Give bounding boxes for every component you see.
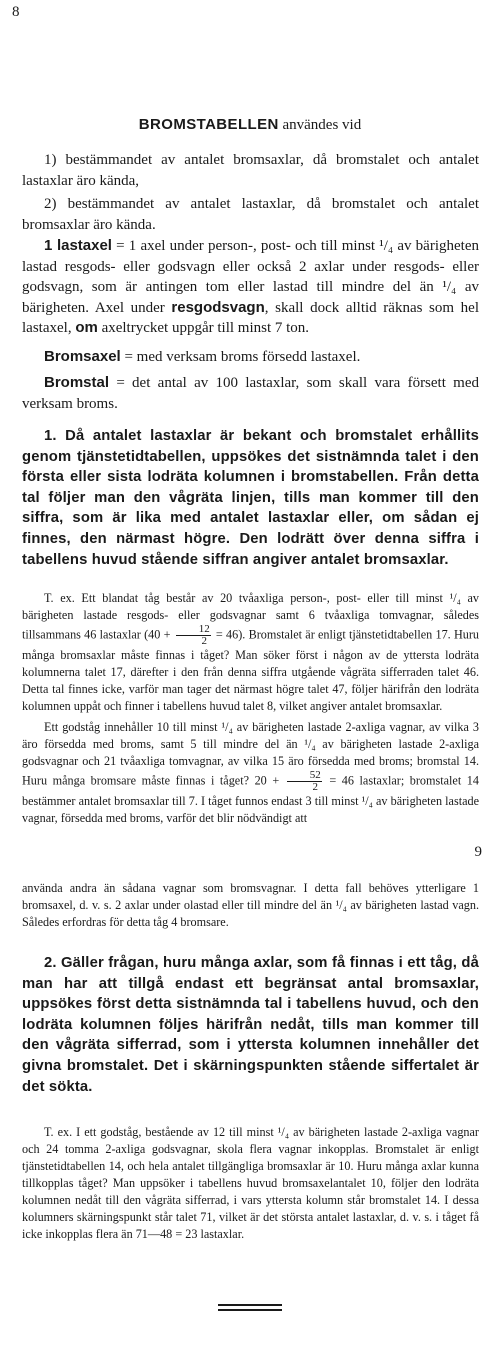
continuation-text [22, 880, 479, 931]
list-item-1: 1) bestämmandet av antalet bromsaxlar, då bromstalet och antalet lastaxlar äro kända, [22, 152, 479, 189]
example-text: av bärigheten lastade vagnar, försedda med broms, varför det blir nödvändigt att [22, 794, 479, 825]
end-rule-bottom [218, 1309, 282, 1311]
fraction-denominator: 2 [201, 635, 207, 647]
section-1-heading: 1. Då antalet lastaxlar är bekant och bromstalet erhållits genom tjänstetidtabellen, uppsökes det sistnämnda talet i den första eller sista lodräta kolumnen i bromstabellen. Från detta tal följer man den vågräta linjen, tills man kommer till den siffra, som är lika med antalet lastaxlar eller, om sådan ej finnes, den närmast högre. Den lodrätt över denna siffra i tabellens huvud stående siffran angiver antalet bromsaxlar. [22, 428, 479, 568]
example-3 [22, 1124, 479, 1243]
page-number: 9 [474, 844, 482, 860]
definition-bromsaxel [22, 347, 479, 368]
fraction-quarter: ¹/₄ [379, 238, 394, 254]
term-lastaxel: 1 lastaxel [44, 237, 112, 254]
definition-text: = med verksam broms försedd lastaxel. [120, 348, 361, 365]
fraction [287, 770, 322, 793]
section-2-heading: 2. Gäller frågan, huru många axlar, som få finnas i ett tåg, då man har att tillgå endast ett begränsat antal bromsaxlar, uppsökes först detta sistnämnda tal i tabellens huvud, och den lodräta kolumnen följes härifrån nedåt, tills man kommer till den vågräta sifferrad, som i yttersta kolumnen innehåller det givna bromstalet. Det i skärningspunkten stående siffertalet är det sökta. [22, 955, 479, 1095]
definition-bromstal [22, 373, 479, 414]
page-title [0, 116, 500, 134]
fraction-quarter: ¹/₄ [449, 591, 461, 605]
definition-text: axeltrycket uppgår till minst 7 ton. [97, 320, 310, 336]
continuation-text-part: använda andra än sådana vagnar som bromsvagnar. I detta fall behöves ytterligare 1 bromsaxel, d. v. s. 2 axlar under olastad eller till mindre del än [22, 881, 479, 912]
continuation-text-part: av bärigheten lastad vagn. Således erfordras för detta tåg 4 bromsare. [22, 898, 480, 929]
definitions [22, 236, 479, 414]
list-item-2: 2) bestämmandet av antalet lastaxlar, då bromstalet och antalet bromsaxlar äro kända. [22, 196, 479, 233]
example-text: Ett godståg innehåller 10 till minst [44, 720, 222, 734]
fraction-quarter: ¹/₄ [335, 898, 347, 912]
definition-lastaxel [22, 236, 479, 339]
fraction-numerator: 12 [176, 624, 211, 636]
section-1-examples [22, 590, 479, 827]
term-resgodsvagn: resgodsvagn [171, 298, 265, 316]
fraction-quarter: ¹/₄ [361, 794, 373, 808]
example-text: = 46 lastaxlar; bromstalet 14 bestämmer antalet bromsaxlar till 7. I tåget funnos endast 3 till minst [22, 773, 479, 808]
item-list [22, 150, 479, 235]
definition-text: av bärigheten lastad resgods- eller godsvagn eller också 2 axlar under resgods- eller godsvagn, som är antingen tom eller lastad till mindre del än [22, 238, 479, 295]
term-om: om [75, 319, 98, 336]
example-1 [22, 590, 479, 715]
example-text: av bärigheten lastade 2-axliga godsvagnar och 21 tvåaxliga tomvagnar, av vilka 15 äro försedda med broms; bromstal 14. Huru många bromsare måste finnas i tåget? 20 + [22, 737, 479, 788]
example-text: T. ex. I ett godståg, bestående av 12 till minst [44, 1125, 278, 1139]
example-text: = 46). Bromstalet är enligt tjänstetidtabellen 17. Huru många bromsaxlar måste finnas i tåget? Man söker först i någon av de yttersta lodräta kolumnerna talet 17, därefter i den från denna siffra utgående vågräta sifferraden talet 46. Detta tal finnes icke, varför man tager det närmast högre talet 47, följer härifrån den lodräta kolumnen uppåt och finner i tabellens huvud talet 8, vilket angiver antalet bromsaxlar. [22, 627, 479, 713]
fraction-quarter: ¹/₄ [304, 737, 316, 751]
fraction-quarter: ¹/₄ [277, 1125, 290, 1139]
fraction-denominator: 2 [312, 781, 319, 793]
fraction-quarter: ¹/₄ [442, 279, 457, 295]
page-2-continuation [22, 880, 479, 931]
example-text: T. ex. Ett blandat tåg består av 20 tvåaxliga person-, post- eller till minst [44, 591, 450, 605]
section-2-example [22, 1124, 479, 1243]
fraction-quarter: ¹/₄ [221, 720, 233, 734]
definition-text: , skall dock alltid räknas som hel lastaxel, [22, 299, 479, 336]
term-bromstal: Bromstal [44, 374, 110, 391]
fraction-numerator: 52 [287, 770, 322, 782]
title-rest: användes vid [278, 117, 362, 133]
end-rule-top [218, 1304, 282, 1306]
example-text: av bärigheten lastade resgods- eller godsvagnar samt 6 tvåaxliga tomvagnar, således tillsammans 46 lastaxlar (40 + [22, 591, 480, 642]
example-2 [22, 719, 479, 827]
term-bromsaxel: Bromsaxel [44, 347, 121, 365]
definition-text: av bärigheten. Axel under [22, 279, 479, 316]
example-text: av bärigheten lastade 2-axliga vagnar och 24 tomma 2-axliga godsvagnar, skola flera vagnar inkopplas. Bromstalet är enligt tjänstetidtabellen 14, och hela antalet tillgängliga bromsaxlar är 10. Huru många axlar kunna tillkopplas tåget? Man uppsöker i tabellens huvud bromsaxelantalet 10, följer den lodräta kolumnen nedåt till den vågräta sifferrad, i vars yttersta kolumn står bromstalet 14. I dessa kolumners skärningspunkt står talet 71, vilket är det största antalet lastaxlar, d. v. s. i tåget få icke inkopplas flera än 71—48 = 23 lastaxlar. [22, 1125, 479, 1241]
page-number: 8 [12, 4, 20, 20]
definition-text: = 1 axel under person-, post- och till minst [111, 238, 380, 254]
fraction [176, 624, 211, 647]
example-text: av bärigheten lastade 2-axliga vagnar, av vilka 3 äro försedda med broms, samt 5 till mindre del än [22, 720, 480, 751]
definition-text: = det antal av 100 lastaxlar, som skall vara försett med verksam broms. [22, 375, 479, 412]
title-bold: BROMSTABELLEN [138, 116, 279, 133]
